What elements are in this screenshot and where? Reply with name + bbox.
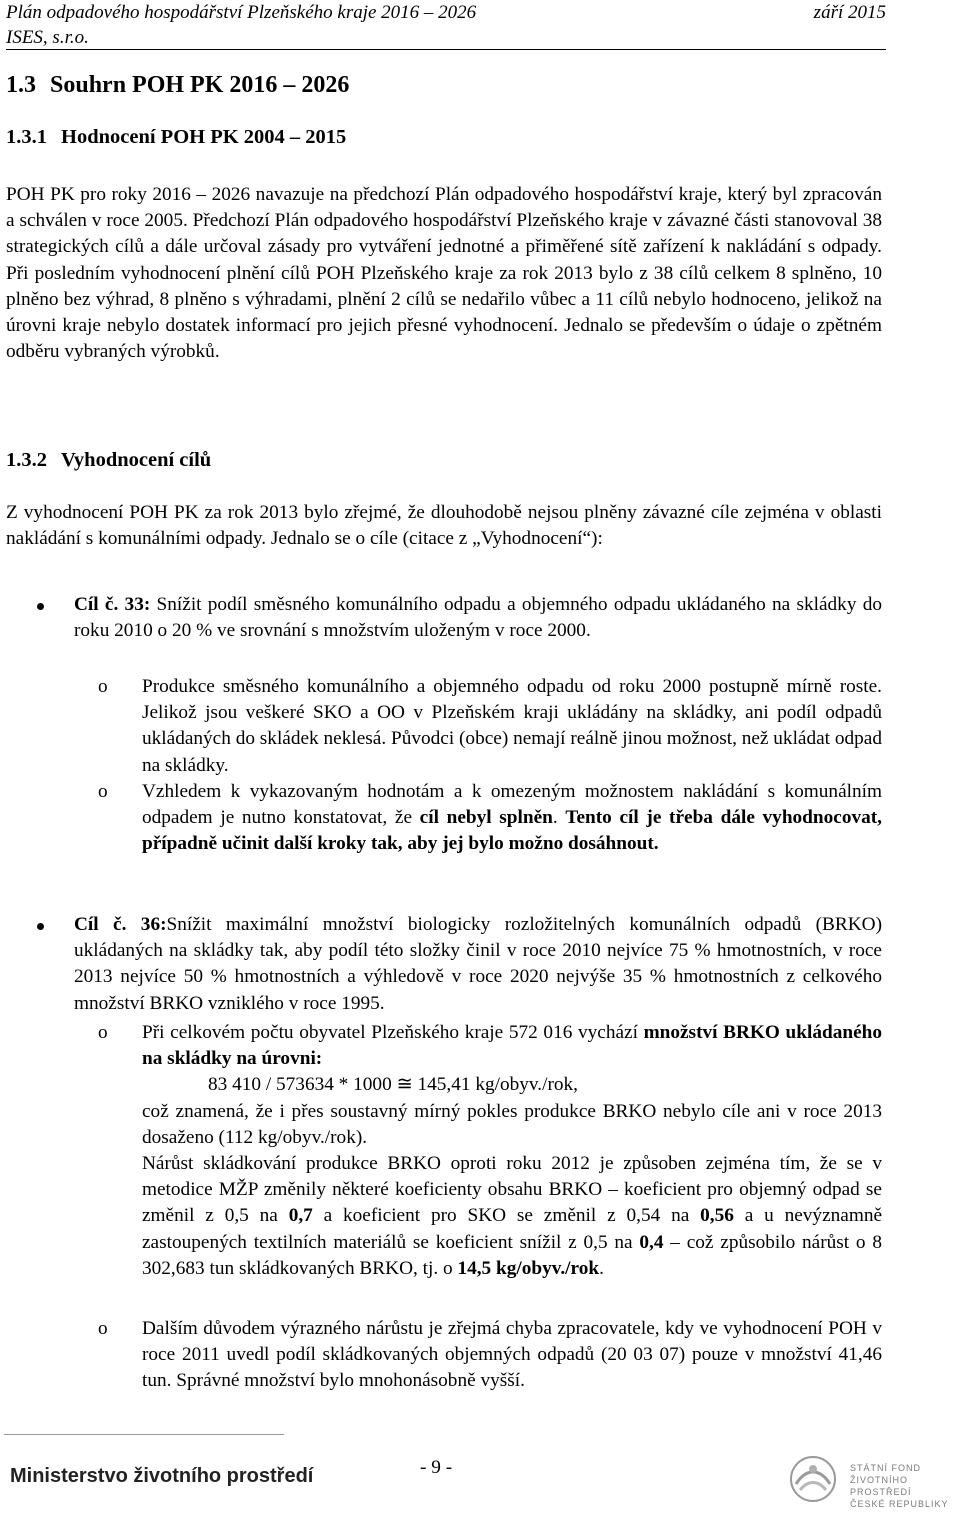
ministry-logo-text: Ministerstvo životního prostředí: [10, 1465, 314, 1487]
page-header: [6, 0, 886, 50]
goal-33-sub1-text: Produkce směsného komunálního a objemného odpadu od roku 2000 postupně mírně roste. Jelikož jsou veškeré SKO a OO v Plzeňském kraji ukládány na skládky, ani podíl odpadů ukládaných do skládek neklesá. Původci (obce) nemají reálně jinou možnost, než ukládat odpad na skládky.: [142, 676, 882, 776]
goal-36-sub1-text: Při celkovém počtu obyvatel Plzeňského kraje 572 016 vychází: [142, 1022, 644, 1043]
list-marker: o: [98, 1022, 108, 1043]
header-title: Plán odpadového hospodářství Plzeňského kraje 2016 – 2026: [6, 2, 477, 23]
sfzp-line-2: ŽIVOTNÍHO PROSTŘEDÍ: [850, 1475, 912, 1497]
goal-36-subitem-1: [98, 1020, 883, 1282]
goal-33-sub2-text: Vzhledem k vykazovaným hodnotám a k omezeným možnostem nakládání s komunálním odpadem je nutno konstatovat, že: [142, 781, 882, 829]
goal-33-sub2-sep: .: [552, 807, 566, 829]
goal-36-increase-end: .: [599, 1257, 604, 1279]
goal-36-increase-text-2: a koeficient pro SKO se změnil z 0,54 na: [312, 1205, 701, 1227]
goal-36-text: Snížit maximální množství biologicky rozložitelných komunálních odpadů (BRKO) ukládaných na skládky tak, aby podíl této složky činil v roce 2010 nejvíce 75 % hmotnostních, v roce 2013 nejvíce 50 % hmotnostních a výhledově v roce 2020 nejvýše 35 % hmotnostních z celkového množství BRKO vzniklého v roce 1995.: [74, 914, 883, 1014]
goal-33-not-met: cíl nebyl splněn: [419, 807, 553, 829]
header-company: ISES, s.r.o.: [6, 27, 89, 48]
goal-36-subitem-2: [98, 1316, 882, 1395]
goal-33-subitem-1: [98, 674, 882, 779]
goal-33-label: Cíl č. 33:: [74, 594, 151, 615]
list-marker: o: [98, 1318, 108, 1339]
subsection-heading-2: [6, 449, 211, 472]
sfzp-line-3: ČESKÉ REPUBLIKY: [850, 1499, 949, 1509]
goal-36-label: Cíl č. 36:: [74, 914, 167, 935]
goal-36-sub2-text: Dalším důvodem výrazného nárůstu je zřejmá chyba zpracovatele, kdy ve vyhodnocení POH v roce 2011 uvedl podíl skládkovaných objemných odpadů (20 03 07) pouze v množství 41,46 tun. Správné množství bylo mnohonásobně vyšší.: [142, 1318, 882, 1392]
sfzp-logo-text: [850, 1462, 958, 1510]
paragraph-evaluation: POH PK pro roky 2016 – 2026 navazuje na předchozí Plán odpadového hospodářství kraje, který byl zpracován a schválen v roce 2005. Předchozí Plán odpadového hospodářství Plzeňského kraje v závazné části stanovoval 38 strategických cílů a dále určoval zásady pro vytváření jednotné a přiměřené sítě zařízení k nakládání s odpady. Při posledním vyhodnocení plnění cílů POH Plzeňského kraje za rok 2013 bylo z 38 cílů celkem 8 splněno, 10 plněno bez výhrad, 8 plněno s výhradami, plnění 2 cílů se nedařilo vůbec a 11 cílů nebylo hodnoceno, jelikož na úrovni kraje nebylo dostatek informací pro jejich přesné vyhodnocení. Jednalo se především o údaje o zpětném odběru vybraných výrobků.: [6, 184, 882, 363]
list-marker: o: [98, 781, 108, 802]
coef-sko: 0,56: [700, 1205, 734, 1227]
goal-33-subitem-2: [98, 779, 882, 858]
coef-textile: 0,4: [639, 1231, 664, 1253]
bullet-dot-icon: [37, 603, 44, 610]
header-date: září 2015: [813, 2, 886, 23]
goal-36-brko-amount: množství BRKO ukládaného na skládky na úrovni:: [142, 1022, 882, 1070]
subsection-heading-1: [6, 126, 346, 149]
section-number: 1.3: [6, 72, 36, 98]
goal-33-item: [74, 592, 882, 644]
bullet-dot-icon: [37, 923, 44, 930]
goal-36-increase-text: Nárůst skládkování produkce BRKO oproti roku 2012 je způsoben zejména tím, že se v metodice MŽP změnily některé koeficienty obsahu BRKO – koeficient pro objemný odpad se změnil z 0,5 na: [142, 1153, 882, 1227]
goal-36-sub1-conclusion: což znamená, že i přes soustavný mírný pokles produkce BRKO nebylo cíle ani v roce 2013 dosaženo (112 kg/obyv./rok).: [142, 1100, 882, 1148]
subsection-number-1: 1.3.1: [6, 126, 47, 148]
goal-36-increase-text-3: a u nevýznamně zastoupených textilních materiálů se koeficient snížil z 0,5 na: [142, 1205, 883, 1253]
subsection-title-2: Vyhodnocení cílů: [61, 449, 212, 471]
subsection-title-1: Hodnocení POH PK 2004 – 2015: [61, 126, 347, 148]
section-title: Souhrn POH PK 2016 – 2026: [50, 72, 350, 98]
goal-33-conclusion: Tento cíl je třeba dále vyhodnocovat, případně učinit další kroky tak, aby jej bylo možno dosáhnout.: [142, 807, 882, 855]
paragraph-goals-intro: Z vyhodnocení POH PK za rok 2013 bylo zřejmé, že dlouhodobě nejsou plněny závazné cíle zejména v oblasti nakládání s komunálními odpady. Jednalo se o cíle (citace z „Vyhodnocení“):: [6, 502, 882, 550]
coef-oo: 0,7: [288, 1205, 313, 1227]
goal-36-formula: 83 410 / 573634 * 1000 ≅ 145,41 kg/obyv./rok,: [208, 1074, 578, 1096]
goal-33-text: Snížit podíl směsného komunálního odpadu a objemného odpadu ukládaného na skládky do roku 2010 o 20 % ve srovnání s množstvím uloženým v roce 2000.: [74, 594, 883, 642]
increase-per-capita: 14,5 kg/obyv./rok: [457, 1257, 600, 1279]
list-marker: o: [98, 676, 108, 697]
sfzp-logo: [788, 1454, 958, 1510]
footer-divider: [4, 1434, 284, 1435]
goal-36-item: [74, 912, 882, 1017]
section-heading: [6, 72, 349, 99]
goal-36-increase-text-4: – což způsobilo nárůst o 8 302,683 tun skládkovaných BRKO, tj. o: [142, 1231, 882, 1279]
page-number: - 9 -: [420, 1457, 453, 1478]
sfzp-line-1: STÁTNÍ FOND: [850, 1463, 921, 1473]
subsection-number-2: 1.3.2: [6, 449, 47, 471]
sfzp-emblem-icon: [788, 1454, 838, 1504]
